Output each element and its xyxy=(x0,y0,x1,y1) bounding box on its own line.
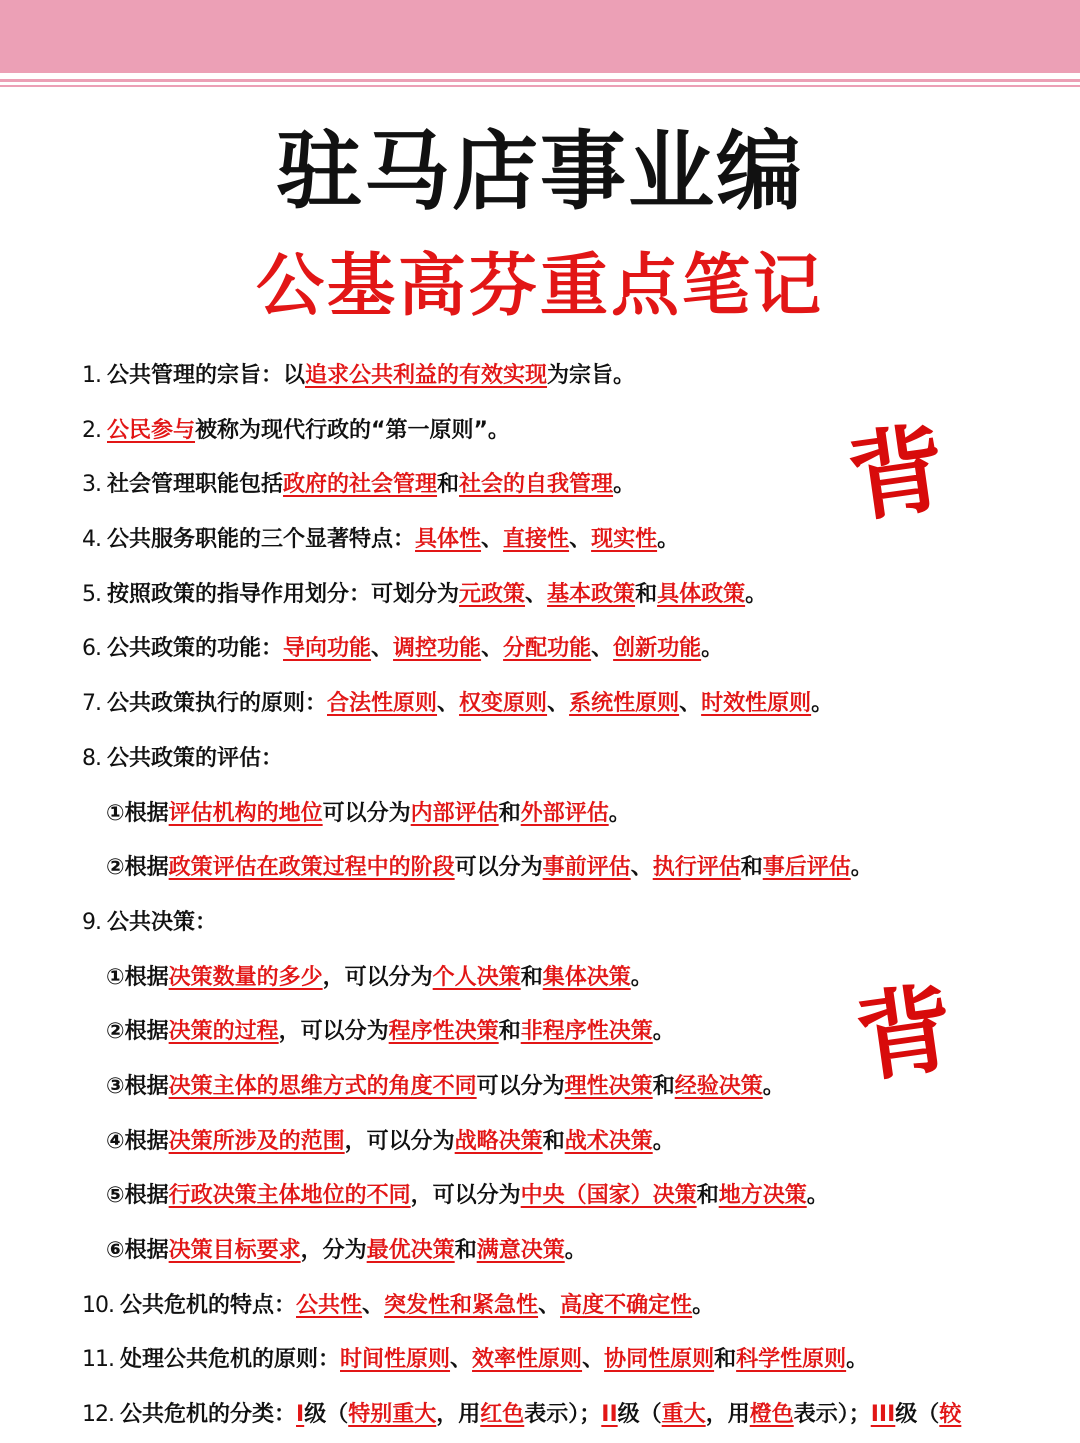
note-text: 。 xyxy=(701,636,724,662)
note-text: ⑥根据 xyxy=(106,1238,169,1263)
note-text: 。 xyxy=(652,1019,675,1045)
key-phrase: 科学性原则 xyxy=(736,1347,847,1373)
key-phrase: 外部评估 xyxy=(520,800,609,826)
key-phrase: 系统性原则 xyxy=(569,691,680,717)
note-item xyxy=(82,349,1042,404)
item-number: 5. xyxy=(82,581,101,607)
key-phrase: 红色 xyxy=(480,1402,525,1428)
key-phrase: 经验决策 xyxy=(674,1073,763,1099)
key-phrase: 导向功能 xyxy=(283,636,372,662)
note-text: 处理公共危机的原则： xyxy=(120,1347,341,1373)
item-number: 1. xyxy=(82,363,101,388)
key-phrase: 具体性 xyxy=(415,527,482,553)
note-text: 社会管理职能包括 xyxy=(107,472,284,498)
note-subitem xyxy=(82,1224,1042,1279)
key-phrase: 公共性 xyxy=(296,1292,363,1318)
key-phrase: 事前评估 xyxy=(542,855,631,881)
key-phrase: 基本政策 xyxy=(547,581,636,607)
note-text: 。 xyxy=(745,581,768,607)
note-text: 可以分为 xyxy=(454,855,543,881)
item-number: 2. xyxy=(82,417,101,443)
note-item xyxy=(82,1388,1042,1443)
note-text: 。 xyxy=(806,1183,829,1209)
key-phrase: 突发性和紧急性 xyxy=(384,1292,539,1318)
note-text: 公共危机的特点： xyxy=(120,1292,297,1318)
note-text: 、 xyxy=(679,691,702,717)
note-text: 和 xyxy=(714,1347,737,1373)
key-phrase: 合法性原则 xyxy=(327,691,438,717)
item-number: 11. xyxy=(82,1347,114,1373)
key-phrase: 现实性 xyxy=(591,527,658,553)
note-text: 公共决策： xyxy=(107,909,218,935)
key-phrase: 个人决策 xyxy=(432,964,521,990)
note-text: 按照政策的指导作用划分：可划分为 xyxy=(107,581,460,607)
note-text: 表示）； xyxy=(524,1402,602,1428)
key-phrase: 最优决策 xyxy=(366,1238,455,1263)
item-number: 10. xyxy=(82,1292,114,1318)
note-item xyxy=(82,677,1042,732)
item-number: 9. xyxy=(82,909,101,935)
key-phrase: 满意决策 xyxy=(476,1238,565,1263)
key-phrase: 分配功能 xyxy=(503,636,592,662)
note-text: 被称为现代行政的“第一原则”。 xyxy=(195,417,510,443)
note-text: 。 xyxy=(652,1128,675,1154)
key-phrase: 较 xyxy=(939,1402,962,1428)
note-item xyxy=(82,732,1042,787)
note-text: 可以分为 xyxy=(322,800,411,826)
key-phrase: 效率性原则 xyxy=(472,1347,583,1373)
key-phrase: 评估机构的地位 xyxy=(168,800,323,826)
item-number: 12. xyxy=(82,1402,114,1428)
key-phrase: 执行评估 xyxy=(652,855,741,881)
note-text: ，可以分为 xyxy=(322,964,433,990)
note-text: 为宗旨。 xyxy=(547,363,636,388)
note-text: 公共危机的分类： xyxy=(120,1402,297,1428)
key-phrase: 行政决策主体地位的不同 xyxy=(168,1183,411,1209)
note-text: 。 xyxy=(608,800,631,826)
top-rule xyxy=(0,79,1080,82)
note-text: 和 xyxy=(740,855,763,881)
note-text: ③根据 xyxy=(106,1073,169,1099)
key-phrase: 时效性原则 xyxy=(701,691,812,717)
key-phrase: 社会的自我管理 xyxy=(459,472,614,498)
item-number: 7. xyxy=(82,691,101,717)
note-text: 、 xyxy=(538,1292,561,1318)
note-text: 级（ xyxy=(617,1402,662,1428)
note-text: 公共服务职能的三个显著特点： xyxy=(107,527,416,553)
note-subitem xyxy=(82,1169,1042,1224)
note-text: 、 xyxy=(591,636,614,662)
note-text: 级（ xyxy=(895,1402,940,1428)
page-subtitle: 公基高芬重点笔记 xyxy=(255,246,824,326)
note-subitem xyxy=(82,787,1042,842)
top-pink-band xyxy=(0,0,1080,73)
note-text: 、 xyxy=(481,527,504,553)
key-phrase: 决策数量的多少 xyxy=(168,964,323,990)
note-text: 和 xyxy=(520,964,543,990)
key-phrase: 集体决策 xyxy=(542,964,631,990)
key-phrase: 决策的过程 xyxy=(168,1019,279,1045)
note-text: 。 xyxy=(613,472,636,498)
note-text: 和 xyxy=(652,1073,675,1099)
key-phrase: 时间性原则 xyxy=(340,1347,451,1373)
note-text: ②根据 xyxy=(106,855,169,881)
key-phrase: 中央（国家）决策 xyxy=(520,1183,697,1209)
note-text: ②根据 xyxy=(106,1019,169,1045)
note-text: 。 xyxy=(657,527,680,553)
note-text: ①根据 xyxy=(106,800,169,826)
note-text: 。 xyxy=(850,855,873,881)
key-phrase: 权变原则 xyxy=(459,691,548,717)
note-item xyxy=(82,622,1042,677)
item-number: 6. xyxy=(82,636,101,662)
note-text: 、 xyxy=(547,691,570,717)
note-item xyxy=(82,896,1042,951)
note-text: 公共政策的功能： xyxy=(107,636,284,662)
note-text: ，分为 xyxy=(300,1238,367,1263)
note-text: 、 xyxy=(582,1347,605,1373)
key-phrase: 内部评估 xyxy=(410,800,499,826)
note-subitem xyxy=(82,841,1042,896)
note-text: 。 xyxy=(762,1073,785,1099)
note-text: 表示）； xyxy=(793,1402,871,1428)
key-phrase: 非程序性决策 xyxy=(520,1019,653,1045)
note-text: 、 xyxy=(630,855,653,881)
note-text: ，用 xyxy=(436,1402,481,1428)
item-number: 4. xyxy=(82,527,101,553)
note-text: ①根据 xyxy=(106,964,169,990)
note-text: 和 xyxy=(498,800,521,826)
note-text: ，可以分为 xyxy=(410,1183,521,1209)
memorize-stamp: 背 xyxy=(849,970,961,1097)
note-text: 级（ xyxy=(304,1402,349,1428)
note-text: 和 xyxy=(454,1238,477,1263)
page-title: 驻马店事业编 xyxy=(276,122,804,222)
note-text: ，可以分为 xyxy=(344,1128,455,1154)
note-text: 。 xyxy=(564,1238,587,1263)
key-phrase: 协同性原则 xyxy=(604,1347,715,1373)
note-text: 可以分为 xyxy=(476,1073,565,1099)
note-text: 公共政策执行的原则： xyxy=(107,691,328,717)
key-phrase: 地方决策 xyxy=(718,1183,807,1209)
key-phrase: 政策评估在政策过程中的阶段 xyxy=(168,855,455,881)
note-text: 公共政策的评估： xyxy=(107,745,284,771)
key-phrase: 理性决策 xyxy=(564,1073,653,1099)
key-phrase: I xyxy=(296,1402,305,1428)
note-text: 和 xyxy=(437,472,460,498)
note-text: ，用 xyxy=(705,1402,750,1428)
key-phrase: 直接性 xyxy=(503,527,570,553)
note-text: 和 xyxy=(498,1019,521,1045)
key-phrase: 高度不确定性 xyxy=(560,1292,693,1318)
note-text: 、 xyxy=(569,527,592,553)
key-phrase: 元政策 xyxy=(459,581,526,607)
note-subitem xyxy=(82,1115,1042,1170)
key-phrase: 创新功能 xyxy=(613,636,702,662)
note-text: 。 xyxy=(811,691,834,717)
note-text: ，可以分为 xyxy=(278,1019,389,1045)
key-phrase: II xyxy=(601,1402,618,1428)
note-text: 。 xyxy=(846,1347,869,1373)
note-item xyxy=(82,568,1042,623)
note-text: 和 xyxy=(542,1128,565,1154)
note-text: ④根据 xyxy=(106,1128,169,1154)
memorize-stamp: 背 xyxy=(841,410,953,537)
key-phrase: 战略决策 xyxy=(454,1128,543,1154)
note-text: 、 xyxy=(450,1347,473,1373)
key-phrase: 特别重大 xyxy=(348,1402,437,1428)
item-number: 3. xyxy=(82,472,101,498)
note-text: 。 xyxy=(692,1292,715,1318)
note-text: 和 xyxy=(635,581,658,607)
note-text: 、 xyxy=(437,691,460,717)
key-phrase: III xyxy=(870,1402,896,1428)
key-phrase: 追求公共利益的有效实现 xyxy=(305,363,548,388)
note-text: 、 xyxy=(371,636,394,662)
top-rule-thin xyxy=(0,85,1080,87)
note-item xyxy=(82,1279,1042,1334)
key-phrase: 决策目标要求 xyxy=(168,1238,301,1263)
key-phrase: 具体政策 xyxy=(657,581,746,607)
note-text: 、 xyxy=(525,581,548,607)
item-number: 8. xyxy=(82,745,101,771)
key-phrase: 政府的社会管理 xyxy=(283,472,438,498)
note-text: 公共管理的宗旨：以 xyxy=(107,363,306,388)
key-phrase: 程序性决策 xyxy=(388,1019,499,1045)
note-text: 、 xyxy=(362,1292,385,1318)
key-phrase: 事后评估 xyxy=(762,855,851,881)
key-phrase: 公民参与 xyxy=(107,417,196,443)
key-phrase: 调控功能 xyxy=(393,636,482,662)
key-phrase: 决策所涉及的范围 xyxy=(168,1128,345,1154)
note-item xyxy=(82,1333,1042,1388)
note-text: 。 xyxy=(630,964,653,990)
note-text: 、 xyxy=(481,636,504,662)
note-text: ⑤根据 xyxy=(106,1183,169,1209)
key-phrase: 重大 xyxy=(661,1402,706,1428)
key-phrase: 橙色 xyxy=(749,1402,794,1428)
key-phrase: 战术决策 xyxy=(564,1128,653,1154)
note-text: 和 xyxy=(696,1183,719,1209)
key-phrase: 决策主体的思维方式的角度不同 xyxy=(168,1073,477,1099)
